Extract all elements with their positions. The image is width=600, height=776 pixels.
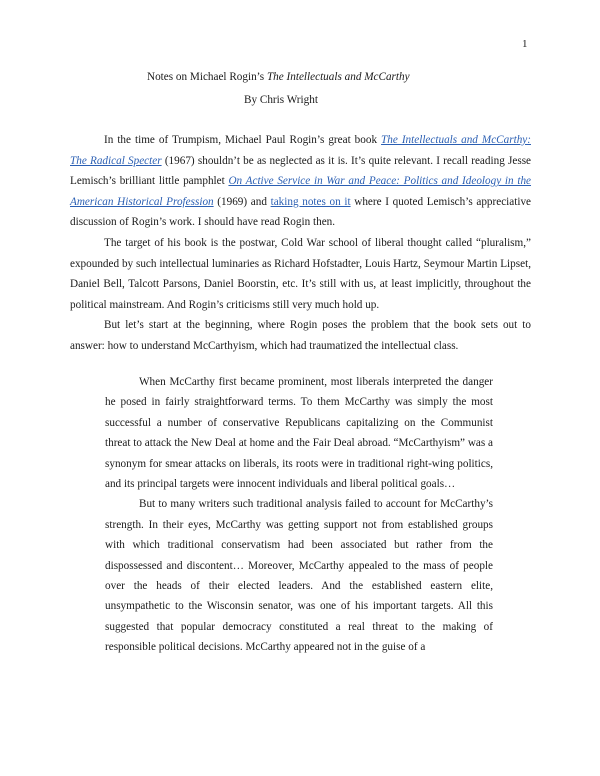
title-book-name: The Intellectuals and McCarthy bbox=[266, 71, 410, 83]
p1-text-3: (1969) and bbox=[213, 195, 271, 208]
paragraph-1 bbox=[70, 130, 531, 233]
notes-link[interactable]: taking notes on it bbox=[270, 195, 351, 208]
p1-text-2: (1967) shouldn’t be as neglected as it is. It’s quite relevant. I recall reading Jesse Lemisch’s brilliant little pamphlet bbox=[70, 154, 532, 188]
document-title bbox=[147, 70, 410, 84]
block-quote bbox=[105, 372, 493, 658]
page-number: 1 bbox=[522, 38, 528, 50]
quote-paragraph-1: When McCarthy first became prominent, most liberals interpreted the danger he posed in fairly straightforward terms. To them McCarthy was simply the most successful a number of conservative Republicans capitalizing on the Communist threat to attack the New Deal at home and the Fair Deal abroad. “McCarthyism” was a synonym for smear attacks on liberals, its roots were in traditional right-wing politics, and its principal targets were innocent individuals and liberal political goals… bbox=[105, 376, 493, 491]
pamphlet-link[interactable]: On Active Service in War and Peace: Politics and Ideology in the American Historical Profession bbox=[70, 175, 532, 208]
p1-text-1: In the time of Trumpism, Michael Paul Rogin’s great book bbox=[104, 134, 382, 146]
book-link[interactable]: The Intellectuals and McCarthy: The Radical Specter bbox=[70, 134, 531, 167]
p1-text-4: where I quoted Lemisch’s appreciative discussion of Rogin’s work. I should have read Rogin then. bbox=[70, 195, 532, 229]
paragraph-3: But let’s start at the beginning, where Rogin poses the problem that the book sets out to answer: how to understand McCarthyism, which had traumatized the intellectual class. bbox=[70, 319, 531, 352]
byline: By Chris Wright bbox=[244, 94, 318, 106]
quote-paragraph-2: But to many writers such traditional analysis failed to account for McCarthy’s strength. In their eyes, McCarthy was getting support not from established groups with which traditional conservatism had been associated but rather from the dispossessed and discontent… Moreover, McCarthy appealed to the mass of people over the heads of their elected leaders. And the established eastern elite, unsympathetic to the Wisconsin senator, was one of his important targets. All this suggested that popular democracy constituted a real threat to the making of responsible political decisions. McCarthy appeared not in the guise of a bbox=[105, 498, 493, 654]
title-prefix: Notes on Michael Rogin’s bbox=[147, 71, 267, 83]
body-text bbox=[70, 130, 531, 357]
paragraph-2: The target of his book is the postwar, Cold War school of liberal thought called “pluralism,” expounded by such intellectual luminaries as Richard Hofstadter, Louis Hartz, Seymour Martin Lipset, Daniel Bell, Talcott Parsons, Daniel Boorstin, etc. It’s still with us, at least implicitly, throughout the political mainstream. And Rogin’s criticisms still very much hold up. bbox=[70, 236, 531, 311]
